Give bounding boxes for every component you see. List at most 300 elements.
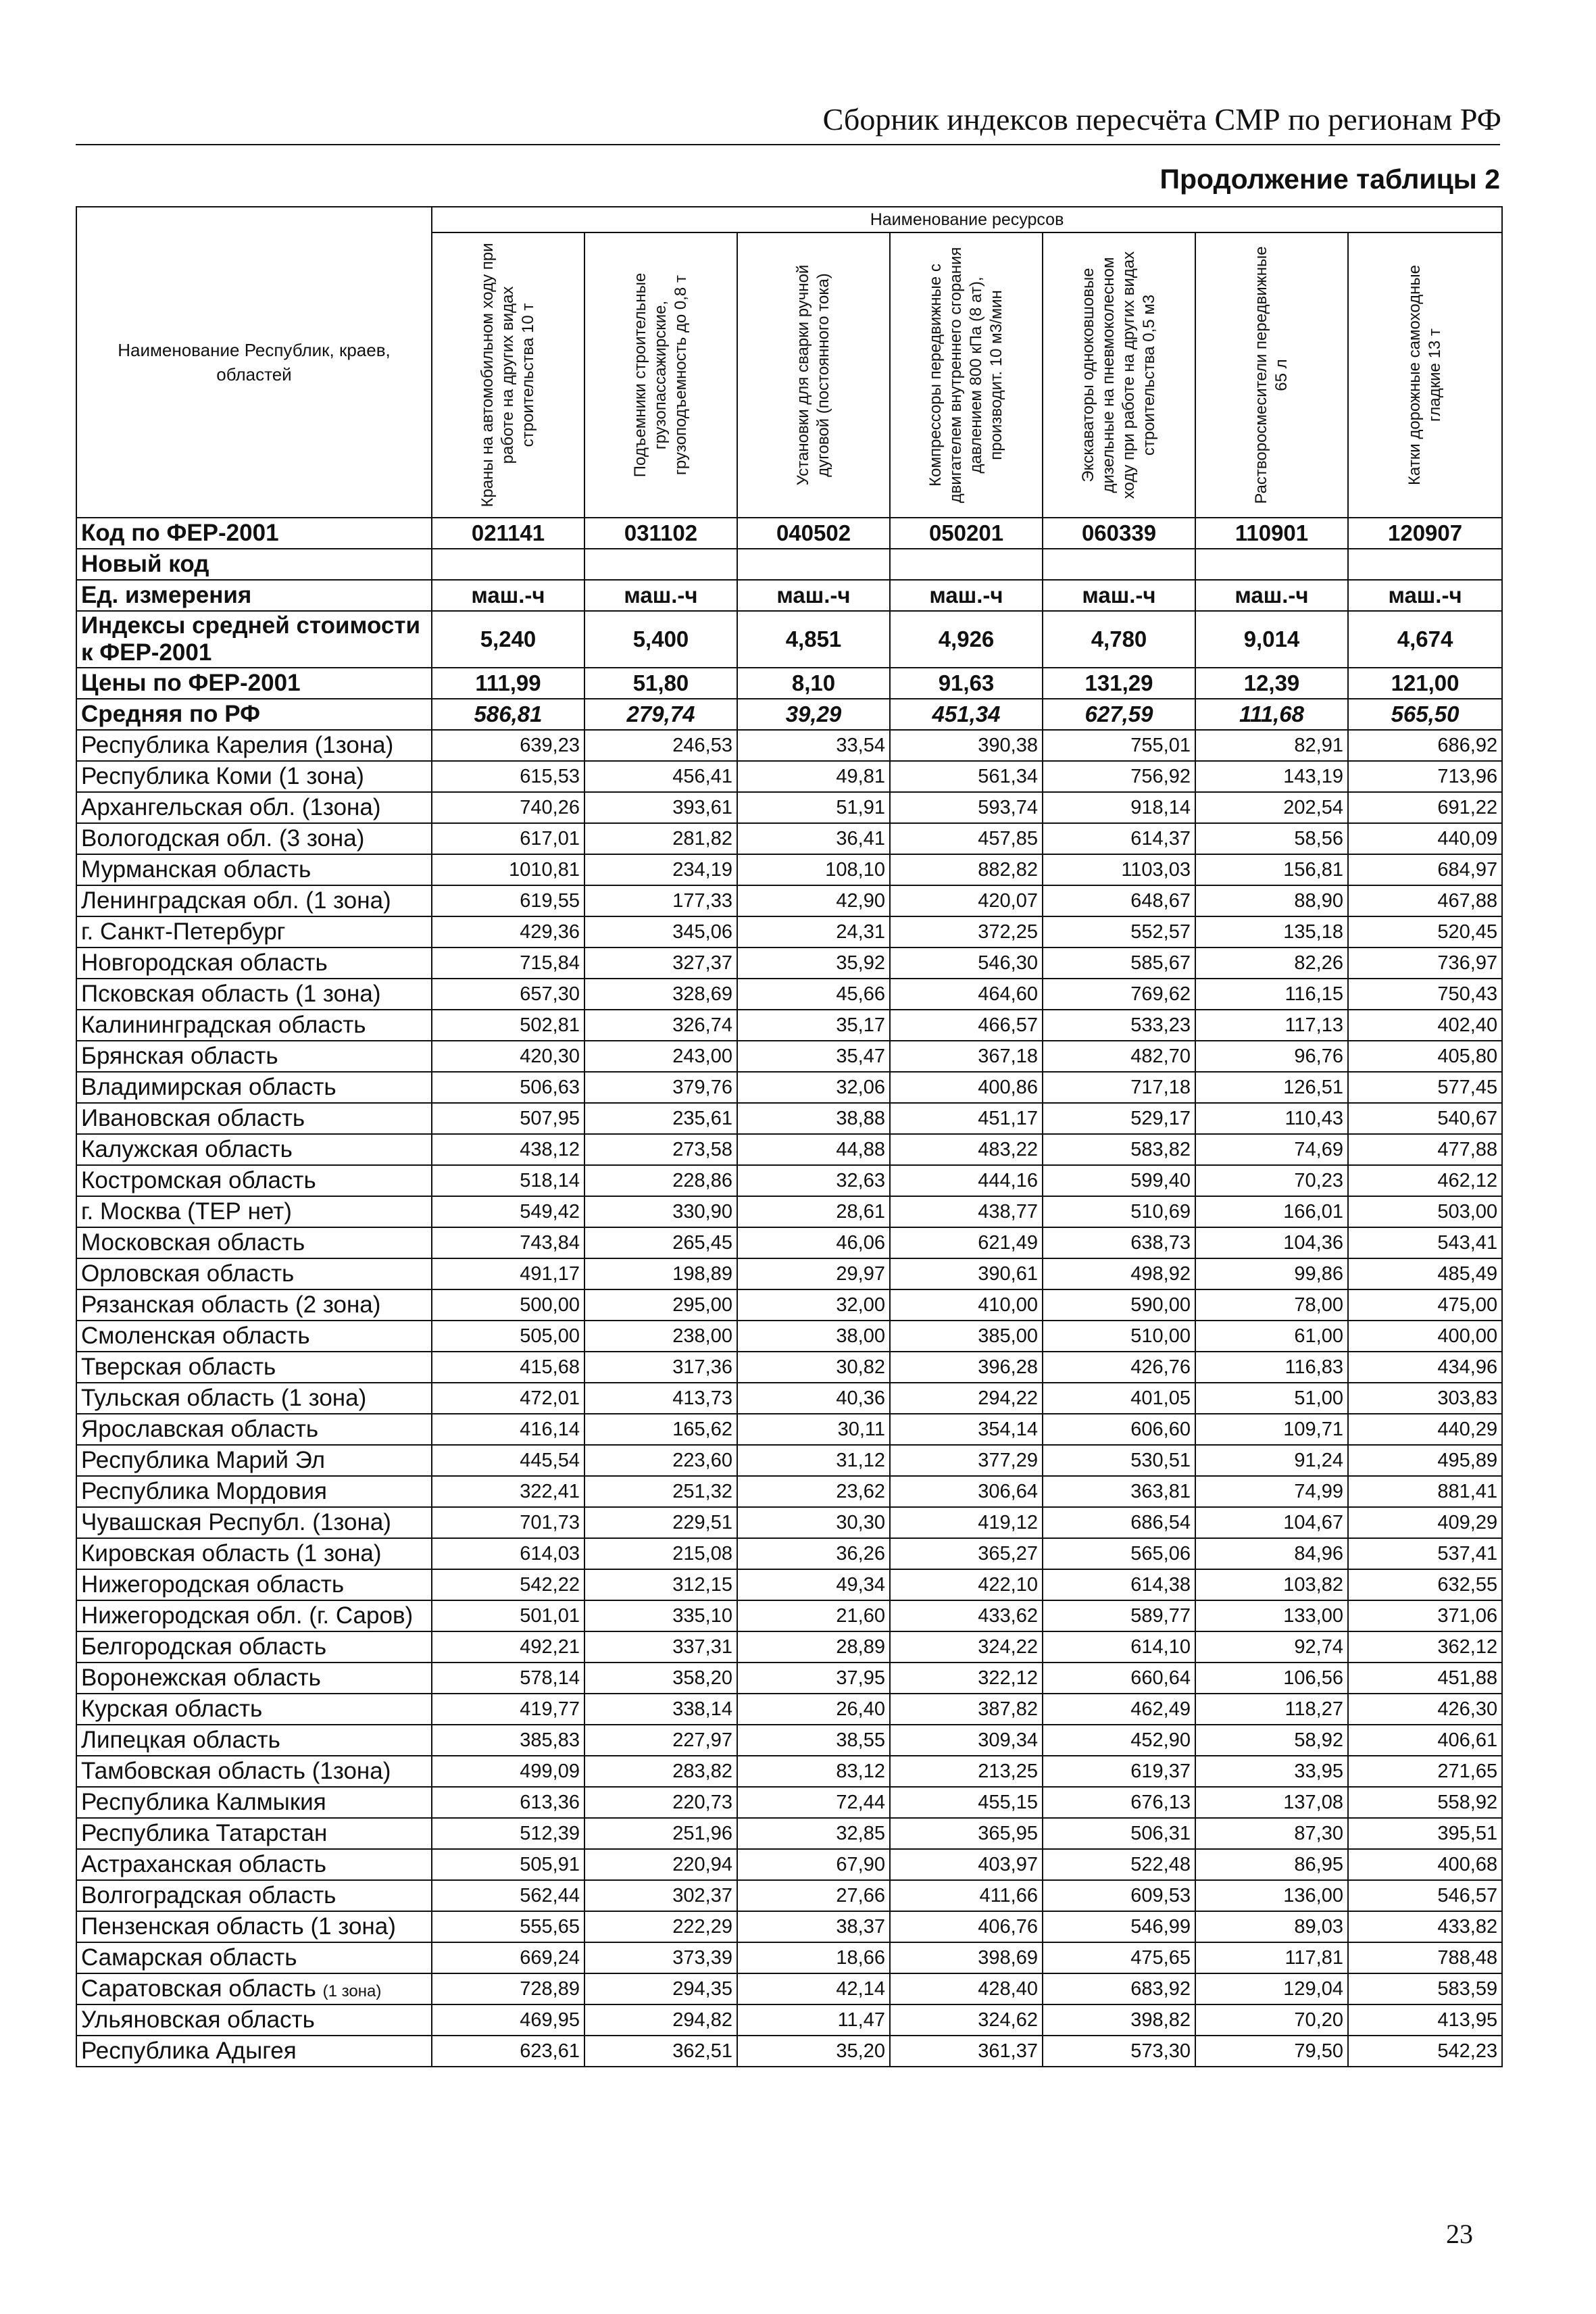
region-row — [76, 1476, 1502, 1507]
value-cell: 422,10 — [890, 1569, 1043, 1600]
value-cell: 543,41 — [1348, 1227, 1502, 1258]
value-cell: 510,69 — [1043, 1196, 1195, 1227]
meta-cell — [1195, 549, 1348, 580]
value-cell: 398,69 — [890, 1942, 1043, 1973]
region-row — [76, 1942, 1502, 1973]
region-name — [76, 1103, 432, 1134]
value-cell: 522,48 — [1043, 1849, 1195, 1880]
region-row — [76, 1383, 1502, 1414]
value-cell: 40,36 — [737, 1383, 890, 1414]
region-name — [76, 1383, 432, 1414]
value-cell: 165,62 — [584, 1414, 737, 1445]
value-cell: 715,84 — [432, 947, 584, 979]
region-name-text: Нижегородская обл. (г. Саров) — [81, 1602, 414, 1629]
value-cell: 428,40 — [890, 1973, 1043, 2004]
region-name-text: Архангельская обл. (1зона) — [81, 794, 381, 820]
value-cell: 235,61 — [584, 1103, 737, 1134]
value-cell: 585,67 — [1043, 947, 1195, 979]
value-cell: 32,06 — [737, 1072, 890, 1103]
value-cell: 503,00 — [1348, 1196, 1502, 1227]
value-cell: 91,24 — [1195, 1445, 1348, 1476]
region-name-text: Тульская область (1 зона) — [81, 1385, 367, 1411]
meta-cell: 5,400 — [584, 611, 737, 668]
value-cell: 83,12 — [737, 1756, 890, 1787]
value-cell: 1010,81 — [432, 854, 584, 885]
meta-cell: маш.-ч — [890, 580, 1043, 611]
value-cell: 542,22 — [432, 1569, 584, 1600]
meta-cell: 4,926 — [890, 611, 1043, 668]
value-cell: 38,00 — [737, 1321, 890, 1352]
value-cell: 433,82 — [1348, 1911, 1502, 1942]
value-cell: 354,14 — [890, 1414, 1043, 1445]
value-cell: 326,74 — [584, 1010, 737, 1041]
region-name-text: Ленинградская обл. (1 зона) — [81, 887, 391, 914]
value-cell: 35,20 — [737, 2036, 890, 2067]
value-cell: 455,15 — [890, 1787, 1043, 1818]
value-cell: 546,99 — [1043, 1911, 1195, 1942]
value-cell: 327,37 — [584, 947, 737, 979]
meta-cell: 111,68 — [1195, 699, 1348, 730]
value-cell: 750,43 — [1348, 979, 1502, 1010]
region-row — [76, 1756, 1502, 1787]
value-cell: 613,36 — [432, 1787, 584, 1818]
value-cell: 213,25 — [890, 1756, 1043, 1787]
page-number: 23 — [1446, 2219, 1473, 2249]
region-name-text: Курская область — [81, 1696, 263, 1722]
region-name-text: Калужская область — [81, 1136, 293, 1162]
region-name — [76, 792, 432, 823]
column-header — [584, 232, 737, 518]
value-cell: 506,31 — [1043, 1818, 1195, 1849]
region-name — [76, 1165, 432, 1196]
meta-cell — [584, 549, 737, 580]
value-cell: 361,37 — [890, 2036, 1043, 2067]
value-cell: 440,09 — [1348, 823, 1502, 854]
value-cell: 35,47 — [737, 1041, 890, 1072]
column-header-label: Растворосмесители передвижные 65 л — [1252, 246, 1291, 504]
region-name — [76, 1600, 432, 1631]
value-cell: 686,92 — [1348, 730, 1502, 761]
region-name — [76, 947, 432, 979]
value-cell: 406,76 — [890, 1911, 1043, 1942]
value-cell: 433,62 — [890, 1600, 1043, 1631]
value-cell: 109,71 — [1195, 1414, 1348, 1445]
region-row — [76, 792, 1502, 823]
value-cell: 452,90 — [1043, 1725, 1195, 1756]
region-row — [76, 1973, 1502, 2004]
value-cell: 365,95 — [890, 1818, 1043, 1849]
meta-row — [76, 611, 1502, 668]
meta-cell: 8,10 — [737, 668, 890, 699]
value-cell: 500,00 — [432, 1289, 584, 1321]
meta-cell: 5,240 — [432, 611, 584, 668]
value-cell: 88,90 — [1195, 885, 1348, 916]
value-cell: 36,26 — [737, 1538, 890, 1569]
value-cell: 743,84 — [432, 1227, 584, 1258]
value-cell: 506,63 — [432, 1072, 584, 1103]
value-cell: 406,61 — [1348, 1725, 1502, 1756]
meta-cell: маш.-ч — [584, 580, 737, 611]
value-cell: 657,30 — [432, 979, 584, 1010]
value-cell: 103,82 — [1195, 1569, 1348, 1600]
region-name — [76, 1663, 432, 1694]
meta-row-label: Ед. измерения — [76, 580, 432, 611]
value-cell: 220,73 — [584, 1787, 737, 1818]
value-cell: 590,00 — [1043, 1289, 1195, 1321]
value-cell: 466,57 — [890, 1010, 1043, 1041]
region-name — [76, 854, 432, 885]
value-cell: 395,51 — [1348, 1818, 1502, 1849]
region-name — [76, 2036, 432, 2067]
value-cell: 492,21 — [432, 1631, 584, 1663]
region-row — [76, 1414, 1502, 1445]
value-cell: 542,23 — [1348, 2036, 1502, 2067]
value-cell: 686,54 — [1043, 1507, 1195, 1538]
value-cell: 918,14 — [1043, 792, 1195, 823]
column-header-label: Установки для сварки ручной дуговой (постоянного тока) — [794, 264, 832, 486]
value-cell: 362,51 — [584, 2036, 737, 2067]
region-name-text: Республика Татарстан — [81, 1820, 328, 1846]
value-cell: 561,34 — [890, 761, 1043, 792]
value-cell: 137,08 — [1195, 1787, 1348, 1818]
value-cell: 728,89 — [432, 1973, 584, 2004]
region-name-text: Воронежская область — [81, 1665, 321, 1691]
value-cell: 589,77 — [1043, 1600, 1195, 1631]
value-cell: 27,66 — [737, 1880, 890, 1911]
value-cell: 42,90 — [737, 885, 890, 916]
region-row — [76, 1289, 1502, 1321]
value-cell: 546,30 — [890, 947, 1043, 979]
region-name-text: Новгородская область — [81, 950, 328, 976]
meta-cell: 39,29 — [737, 699, 890, 730]
value-cell: 639,23 — [432, 730, 584, 761]
value-cell: 362,12 — [1348, 1631, 1502, 1663]
value-cell: 438,77 — [890, 1196, 1043, 1227]
value-cell: 387,82 — [890, 1694, 1043, 1725]
value-cell: 32,00 — [737, 1289, 890, 1321]
value-cell: 38,55 — [737, 1725, 890, 1756]
value-cell: 104,36 — [1195, 1227, 1348, 1258]
region-row — [76, 1663, 1502, 1694]
region-name — [76, 916, 432, 947]
value-cell: 117,13 — [1195, 1010, 1348, 1041]
value-cell: 713,96 — [1348, 761, 1502, 792]
value-cell: 79,50 — [1195, 2036, 1348, 2067]
value-cell: 444,16 — [890, 1165, 1043, 1196]
value-cell: 740,26 — [432, 792, 584, 823]
value-cell: 365,27 — [890, 1538, 1043, 1569]
value-cell: 390,61 — [890, 1258, 1043, 1289]
value-cell: 615,53 — [432, 761, 584, 792]
meta-row-label: Новый код — [76, 549, 432, 580]
value-cell: 74,99 — [1195, 1476, 1348, 1507]
meta-cell: 627,59 — [1043, 699, 1195, 730]
meta-cell: 586,81 — [432, 699, 584, 730]
value-cell: 49,81 — [737, 761, 890, 792]
column-header-label: Краны на автомобильном ходу при работе на других видах строительства 10 т — [478, 243, 537, 508]
region-row — [76, 1631, 1502, 1663]
region-name-text: Саратовская область — [81, 1975, 316, 2002]
value-cell: 324,22 — [890, 1631, 1043, 1663]
region-name-text: Ярославская область — [81, 1416, 319, 1442]
value-cell: 202,54 — [1195, 792, 1348, 823]
value-cell: 38,37 — [737, 1911, 890, 1942]
meta-cell: 91,63 — [890, 668, 1043, 699]
value-cell: 104,67 — [1195, 1507, 1348, 1538]
value-cell: 505,91 — [432, 1849, 584, 1880]
region-name — [76, 1538, 432, 1569]
meta-cell: маш.-ч — [1195, 580, 1348, 611]
region-name-text: Республика Карелия (1зона) — [81, 732, 394, 758]
value-cell: 30,30 — [737, 1507, 890, 1538]
region-row — [76, 1569, 1502, 1600]
value-cell: 438,12 — [432, 1134, 584, 1165]
value-cell: 405,80 — [1348, 1041, 1502, 1072]
region-name-text: Республика Мордовия — [81, 1478, 327, 1504]
value-cell: 413,95 — [1348, 2004, 1502, 2036]
meta-cell: 4,674 — [1348, 611, 1502, 668]
value-cell: 769,62 — [1043, 979, 1195, 1010]
value-cell: 426,76 — [1043, 1352, 1195, 1383]
value-cell: 177,33 — [584, 885, 737, 916]
value-cell: 367,18 — [890, 1041, 1043, 1072]
value-cell: 578,14 — [432, 1663, 584, 1694]
region-name-text: Орловская область — [81, 1260, 295, 1287]
region-name-text: Республика Калмыкия — [81, 1789, 326, 1815]
value-cell: 485,49 — [1348, 1258, 1502, 1289]
value-cell: 371,06 — [1348, 1600, 1502, 1631]
value-cell: 426,30 — [1348, 1694, 1502, 1725]
value-cell: 251,32 — [584, 1476, 737, 1507]
value-cell: 420,30 — [432, 1041, 584, 1072]
value-cell: 614,10 — [1043, 1631, 1195, 1663]
value-cell: 1103,03 — [1043, 854, 1195, 885]
region-name — [76, 1445, 432, 1476]
value-cell: 540,67 — [1348, 1103, 1502, 1134]
value-cell: 337,31 — [584, 1631, 737, 1663]
value-cell: 92,74 — [1195, 1631, 1348, 1663]
value-cell: 118,27 — [1195, 1694, 1348, 1725]
region-name — [76, 730, 432, 761]
value-cell: 44,88 — [737, 1134, 890, 1165]
value-cell: 265,45 — [584, 1227, 737, 1258]
value-cell: 46,06 — [737, 1227, 890, 1258]
column-header-label: Подъемники строительные грузопассажирские, грузоподъемность до 0,8 т — [631, 272, 690, 478]
value-cell: 411,66 — [890, 1880, 1043, 1911]
meta-cell: 131,29 — [1043, 668, 1195, 699]
region-name — [76, 1134, 432, 1165]
value-cell: 45,66 — [737, 979, 890, 1010]
value-cell: 28,61 — [737, 1196, 890, 1227]
meta-cell: 031102 — [584, 518, 737, 549]
value-cell: 223,60 — [584, 1445, 737, 1476]
value-cell: 609,53 — [1043, 1880, 1195, 1911]
value-cell: 35,92 — [737, 947, 890, 979]
column-header — [1348, 232, 1502, 518]
value-cell: 32,85 — [737, 1818, 890, 1849]
value-cell: 573,30 — [1043, 2036, 1195, 2067]
column-header-label: Катки дорожные самоходные гладкие 13 т — [1405, 264, 1445, 486]
value-cell: 61,00 — [1195, 1321, 1348, 1352]
value-cell: 29,97 — [737, 1258, 890, 1289]
value-cell: 220,94 — [584, 1849, 737, 1880]
region-name — [76, 1289, 432, 1321]
value-cell: 302,37 — [584, 1880, 737, 1911]
value-cell: 472,01 — [432, 1383, 584, 1414]
region-name — [76, 1352, 432, 1383]
region-name — [76, 1072, 432, 1103]
value-cell: 502,81 — [432, 1010, 584, 1041]
meta-cell — [890, 549, 1043, 580]
value-cell: 273,58 — [584, 1134, 737, 1165]
region-name-text: Псковская область (1 зона) — [81, 981, 381, 1007]
value-cell: 309,34 — [890, 1725, 1043, 1756]
region-name-text: Брянская область — [81, 1043, 278, 1069]
value-cell: 402,40 — [1348, 1010, 1502, 1041]
region-row — [76, 1165, 1502, 1196]
region-name — [76, 761, 432, 792]
value-cell: 21,60 — [737, 1600, 890, 1631]
value-cell: 99,86 — [1195, 1258, 1348, 1289]
value-cell: 456,41 — [584, 761, 737, 792]
value-cell: 31,12 — [737, 1445, 890, 1476]
value-cell: 451,88 — [1348, 1663, 1502, 1694]
value-cell: 303,83 — [1348, 1383, 1502, 1414]
value-cell: 483,22 — [890, 1134, 1043, 1165]
value-cell: 577,45 — [1348, 1072, 1502, 1103]
value-cell: 501,01 — [432, 1600, 584, 1631]
value-cell: 306,64 — [890, 1476, 1043, 1507]
value-cell: 294,82 — [584, 2004, 737, 2036]
region-row — [76, 1041, 1502, 1072]
value-cell: 30,11 — [737, 1414, 890, 1445]
region-row — [76, 979, 1502, 1010]
value-cell: 294,22 — [890, 1383, 1043, 1414]
value-cell: 67,90 — [737, 1849, 890, 1880]
value-cell: 558,92 — [1348, 1787, 1502, 1818]
region-name — [76, 1694, 432, 1725]
region-row — [76, 1818, 1502, 1849]
value-cell: 669,24 — [432, 1942, 584, 1973]
region-name-text: Рязанская область (2 зона) — [81, 1291, 381, 1318]
region-name-text: г. Санкт-Петербург — [81, 918, 286, 945]
region-name — [76, 1507, 432, 1538]
region-name-text: Волгоградская область — [81, 1882, 336, 1909]
meta-cell — [737, 549, 890, 580]
value-cell: 11,47 — [737, 2004, 890, 2036]
meta-cell: 021141 — [432, 518, 584, 549]
value-cell: 106,56 — [1195, 1663, 1348, 1694]
region-row — [76, 1507, 1502, 1538]
value-cell: 82,91 — [1195, 730, 1348, 761]
region-name — [76, 1414, 432, 1445]
value-cell: 70,20 — [1195, 2004, 1348, 2036]
region-row — [76, 1911, 1502, 1942]
value-cell: 58,56 — [1195, 823, 1348, 854]
resource-index-table — [76, 206, 1503, 2067]
value-cell: 555,65 — [432, 1911, 584, 1942]
value-cell: 562,44 — [432, 1880, 584, 1911]
region-row — [76, 1538, 1502, 1569]
value-cell: 736,97 — [1348, 947, 1502, 979]
value-cell: 403,97 — [890, 1849, 1043, 1880]
value-cell: 533,23 — [1043, 1010, 1195, 1041]
value-cell: 198,89 — [584, 1258, 737, 1289]
region-name — [76, 823, 432, 854]
region-name — [76, 1942, 432, 1973]
value-cell: 619,37 — [1043, 1756, 1195, 1787]
value-cell: 498,92 — [1043, 1258, 1195, 1289]
column-header — [1043, 232, 1195, 518]
value-cell: 623,61 — [432, 2036, 584, 2067]
column-header — [890, 232, 1043, 518]
region-name — [76, 1041, 432, 1072]
value-cell: 617,01 — [432, 823, 584, 854]
meta-cell: 040502 — [737, 518, 890, 549]
value-cell: 49,34 — [737, 1569, 890, 1600]
region-row — [76, 823, 1502, 854]
region-name — [76, 1010, 432, 1041]
column-header — [432, 232, 584, 518]
meta-cell: 51,80 — [584, 668, 737, 699]
value-cell: 419,77 — [432, 1694, 584, 1725]
region-name-text: Тверская область — [81, 1354, 276, 1380]
region-name-text: Вологодская обл. (3 зона) — [81, 825, 365, 852]
value-cell: 512,39 — [432, 1818, 584, 1849]
value-cell: 419,12 — [890, 1507, 1043, 1538]
value-cell: 136,00 — [1195, 1880, 1348, 1911]
value-cell: 96,76 — [1195, 1041, 1348, 1072]
region-name-text: г. Москва (ТЕР нет) — [81, 1198, 292, 1225]
meta-cell: 111,99 — [432, 668, 584, 699]
value-cell: 420,07 — [890, 885, 1043, 916]
value-cell: 51,91 — [737, 792, 890, 823]
value-cell: 467,88 — [1348, 885, 1502, 916]
value-cell: 660,64 — [1043, 1663, 1195, 1694]
region-name — [76, 1321, 432, 1352]
value-cell: 110,43 — [1195, 1103, 1348, 1134]
table-continuation-title: Продолжение таблицы 2 — [1159, 164, 1500, 195]
value-cell: 28,89 — [737, 1631, 890, 1663]
value-cell: 445,54 — [432, 1445, 584, 1476]
value-cell: 462,12 — [1348, 1165, 1502, 1196]
value-cell: 271,65 — [1348, 1756, 1502, 1787]
value-cell: 440,29 — [1348, 1414, 1502, 1445]
meta-cell: маш.-ч — [432, 580, 584, 611]
value-cell: 475,00 — [1348, 1289, 1502, 1321]
value-cell: 227,97 — [584, 1725, 737, 1756]
meta-cell: 110901 — [1195, 518, 1348, 549]
meta-cell — [1348, 549, 1502, 580]
value-cell: 416,14 — [432, 1414, 584, 1445]
meta-cell — [1043, 549, 1195, 580]
value-cell: 415,68 — [432, 1352, 584, 1383]
region-row — [76, 2004, 1502, 2036]
value-cell: 621,49 — [890, 1227, 1043, 1258]
region-name-text: Тамбовская область (1зона) — [81, 1758, 391, 1784]
value-cell: 593,74 — [890, 792, 1043, 823]
document-header-title: Сборник индексов пересчёта СМР по регионам РФ — [822, 102, 1501, 137]
region-row — [76, 1072, 1502, 1103]
value-cell: 638,73 — [1043, 1227, 1195, 1258]
value-cell: 328,69 — [584, 979, 737, 1010]
value-cell: 529,17 — [1043, 1103, 1195, 1134]
value-cell: 457,85 — [890, 823, 1043, 854]
region-name — [76, 1849, 432, 1880]
region-row — [76, 1725, 1502, 1756]
region-row — [76, 2036, 1502, 2067]
value-cell: 684,97 — [1348, 854, 1502, 885]
